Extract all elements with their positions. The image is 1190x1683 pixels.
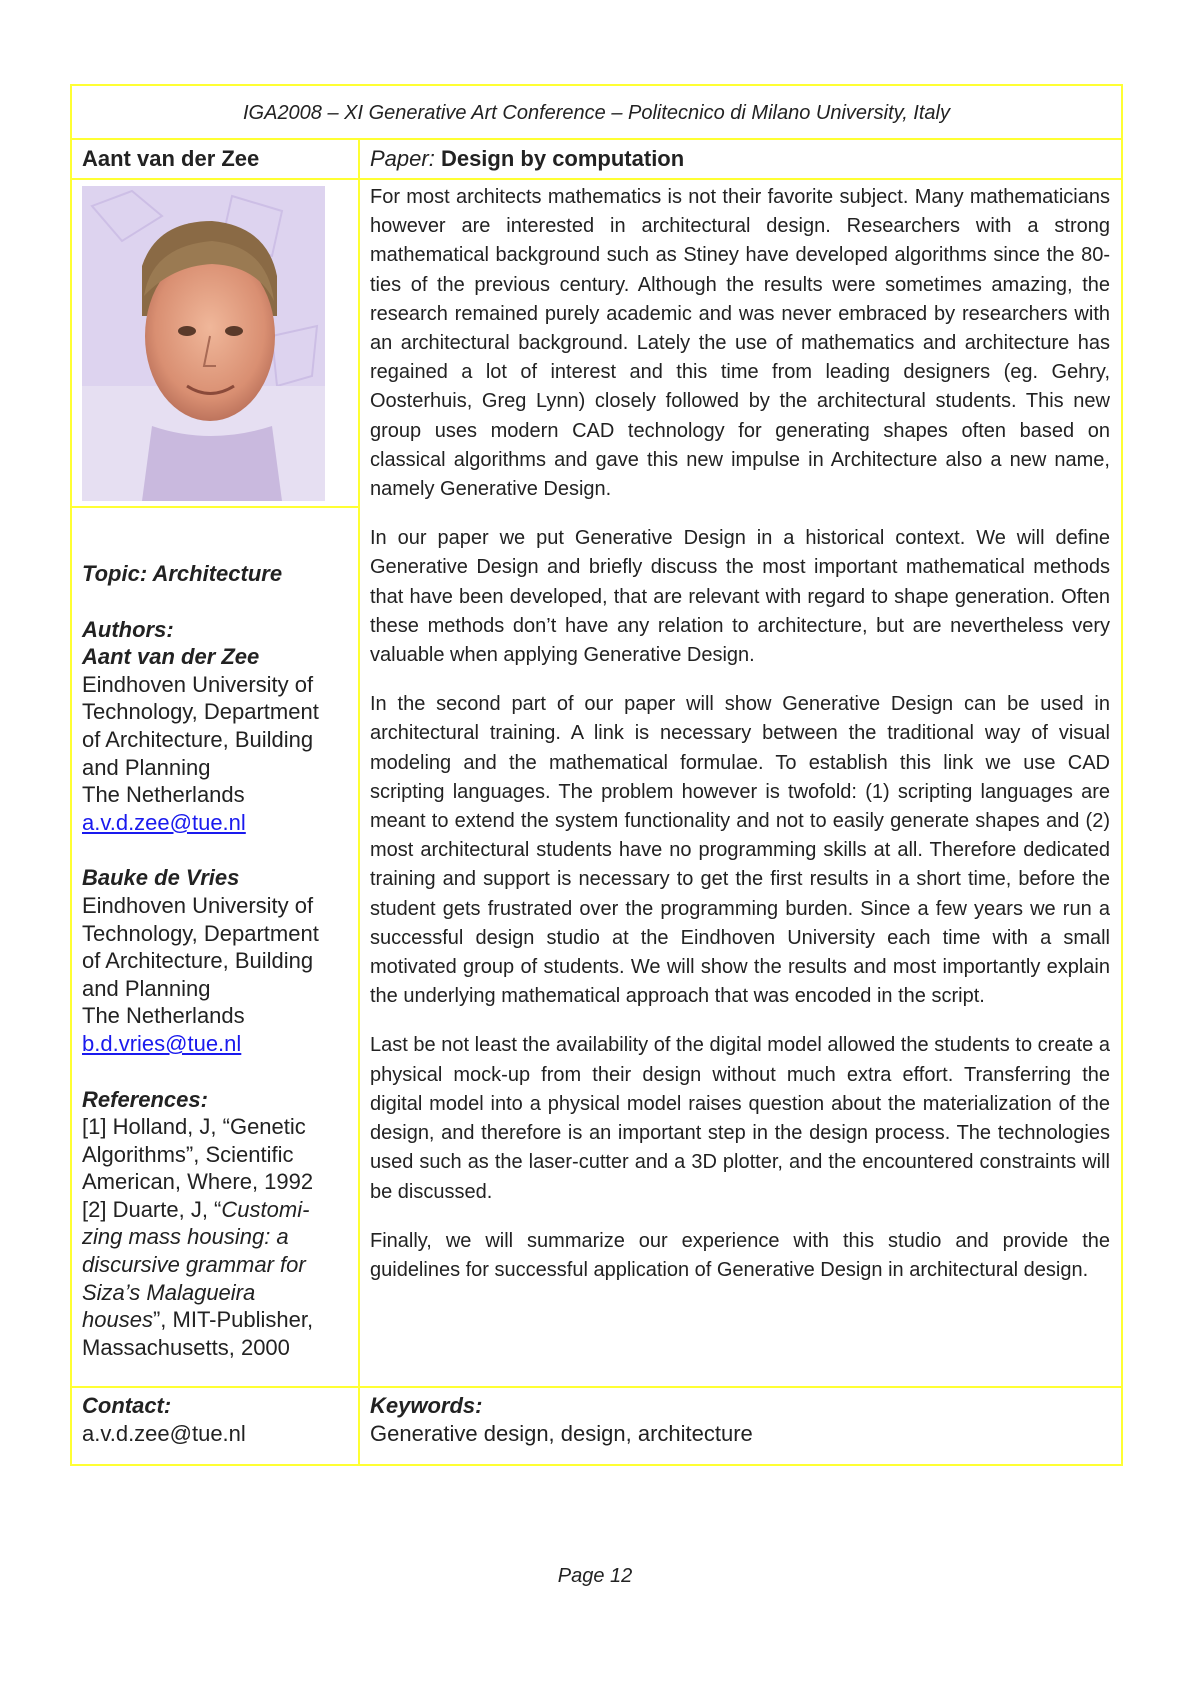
author-1-name: Aant van der Zee	[82, 644, 260, 670]
author-1-affiliation-line: and Planning	[82, 754, 211, 780]
reference-2-title-end: houses	[82, 1307, 153, 1333]
reference-2-publisher: ”, MIT-Publisher,	[152, 1307, 314, 1333]
author-2-affiliation-line: Eindhoven University of	[82, 892, 314, 918]
reference-2-title-part: Customi-	[221, 1196, 310, 1222]
reference-1-line: American, Where, 1992	[82, 1169, 314, 1195]
paper-label: Paper:	[370, 146, 435, 171]
contact-email: a.v.d.zee@tue.nl	[82, 1420, 246, 1446]
reference-2-line	[82, 1306, 354, 1334]
conference-title: IGA2008 – XI Generative Art Conference – Politecnico di Milano University, Italy	[242, 102, 950, 124]
contact-block	[82, 1392, 354, 1447]
reference-2-line: Massachusetts, 2000	[82, 1334, 290, 1360]
paper-title: Design by computation	[440, 146, 685, 171]
author-1-country: The Netherlands	[82, 782, 245, 808]
abstract-paragraph: In the second part of our paper will show Generative Design can be used in architectural training. A link is necessary between the traditional way of visual modeling and the mathematical formulae. To establish this link we use CAD scripting languages. The problem however is twofold: (1) scripting languages are meant to extend the system functionality and not to easily generate shapes and (2) most architectural students have no programming skills at all. Therefore dedicated training and support is necessary to get the first results in a short time, before the student gets frustrated over the programming burden. Since a few years we run a successful design studio at the Eindhoven University each time with a small motivated group of students. We will show the results and most importantly explain the underlying mathematical approach that was encoded in the script.	[370, 693, 1110, 1008]
author-name: Aant van der Zee	[82, 146, 260, 171]
author-info	[82, 560, 354, 1361]
conference-header	[70, 84, 1123, 140]
abstract	[370, 183, 1110, 1305]
author-2-affiliation-line: of Architecture, Building	[82, 948, 314, 974]
abstract-paragraph: Finally, we will summarize our experience with this studio and provide the guidelines for successful application of Generative Design in architectural design.	[370, 1229, 1110, 1281]
author-2-country: The Netherlands	[82, 1003, 245, 1029]
keywords-block	[370, 1392, 1110, 1447]
author-2-affiliation-line: Technology, Department	[82, 920, 319, 946]
reference-2-title-line: Siza’s Malagueira	[82, 1279, 256, 1305]
abstract-paragraph: Last be not least the availability of the digital model allowed the students to create a physical mock-up from their design without much extra effort. Transferring the digital model into a physical model raises question about the materialization of the design, and therefore is an important step in the design process. The technologies used such as the laser-cutter and a 3D plotter, and the encountered constraints will be discussed.	[370, 1034, 1110, 1203]
references-label: References:	[82, 1086, 208, 1112]
author-1-affiliation-line: Eindhoven University of	[82, 671, 314, 697]
author-1-affiliation-line: of Architecture, Building	[82, 726, 314, 752]
reference-2-prefix: [2] Duarte, J, “	[82, 1196, 222, 1222]
authors-label: Authors:	[82, 616, 174, 642]
reference-1-line: Algorithms”, Scientific	[82, 1141, 294, 1167]
row-divider	[70, 1386, 1123, 1388]
author-photo	[82, 186, 325, 501]
row-divider	[70, 506, 360, 508]
paper-title-line	[370, 142, 1110, 176]
author-2-email-link[interactable]: b.d.vries@tue.nl	[82, 1030, 242, 1056]
topic: Topic: Architecture	[82, 561, 283, 586]
reference-2-title-line: zing mass housing: a	[82, 1224, 289, 1250]
author-1-affiliation-line: Technology, Department	[82, 699, 319, 725]
abstract-paragraph: For most architects mathematics is not their favorite subject. Many mathematicians however are interested in architectural design. Researchers with a strong mathematical background such as Stiney have developed algorithms since the 80-ties of the previous century. Although the results were sometimes amazing, the research remained purely academic and was never embraced by researchers with an architectural background. Lately the use of mathematics and architecture has regained a lot of interest and this time from leading designers (eg. Gehry, Oosterhuis, Greg Lynn) closely followed by the architectural students. This new group uses modern CAD technology for generating shapes often based on classical algorithms and gave this new impulse in Architecture also a new name, namely Generative Design.	[370, 186, 1110, 501]
author-2-affiliation-line: and Planning	[82, 975, 211, 1001]
keywords-text: Generative design, design, architecture	[370, 1420, 753, 1446]
reference-1-line: [1] Holland, J, “Genetic	[82, 1114, 306, 1140]
abstract-paragraph: In our paper we put Generative Design in a historical context. We will define Generative Design and briefly discuss the most important mathematical methods that have been developed, that are relevant with regard to shape generation. Often these methods don’t have any relation to architecture, but are nevertheless very valuable when applying Generative Design.	[370, 527, 1110, 667]
author-portrait-image	[82, 186, 325, 501]
page-number: Page 12	[557, 1565, 633, 1587]
reference-2-title-line: discursive grammar for	[82, 1252, 306, 1278]
author-2-name: Bauke de Vries	[82, 865, 240, 891]
keywords-label: Keywords:	[370, 1393, 483, 1418]
author-1-email-link[interactable]: a.v.d.zee@tue.nl	[82, 809, 246, 835]
row-divider	[70, 178, 1123, 180]
reference-2-line	[82, 1196, 354, 1224]
contact-label: Contact:	[82, 1393, 172, 1418]
column-divider	[358, 138, 360, 1466]
